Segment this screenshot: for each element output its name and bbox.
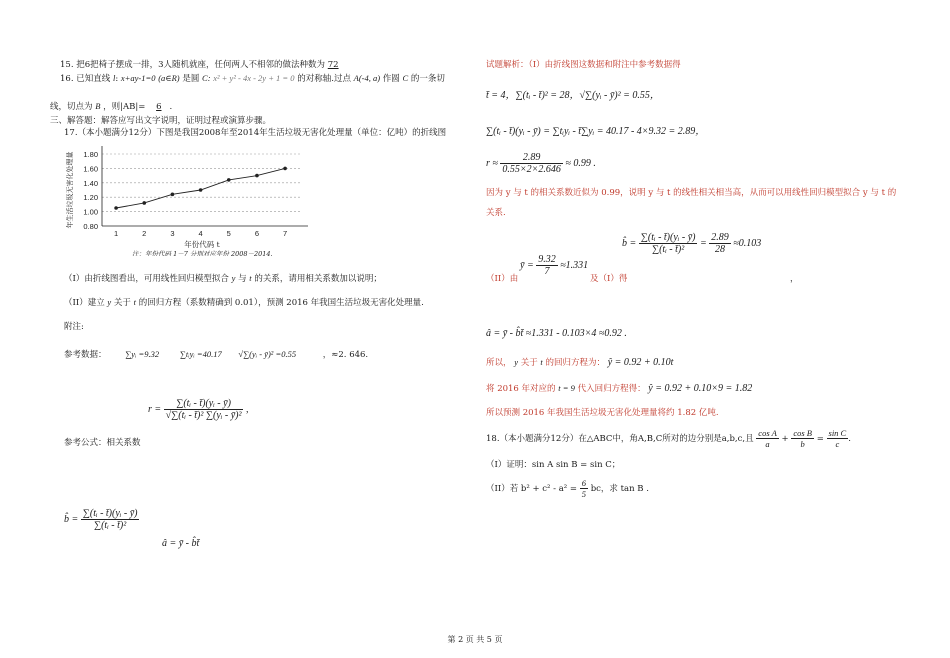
- x-tick-label: 2: [142, 229, 147, 238]
- q18-part1: （I）证明：sin A sin B = sin C；: [486, 460, 621, 470]
- y-tick-label: 1.40: [83, 178, 98, 188]
- b-formula: b̂ = $\frac{\text{∑(tᵢ - t̄)(yᵢ - ȳ)}}{\text{∑(tᵢ - t̄)²}}$: [64, 508, 138, 531]
- data-point: [199, 188, 203, 192]
- q18-part2: （II）若 b² + c² - a² = $\frac{6}{5}$ bc，求 tan B .: [486, 478, 649, 499]
- series-line: [116, 168, 285, 208]
- chart-note: 注：年份代码 1－7 分别对应年份 2008－2014.: [132, 250, 273, 256]
- q17-part2: （II）建立 y 关于 t 的回归方程（系数精确到 0.01），预测 2016 年我国生活垃圾无害化处理量.: [64, 297, 424, 308]
- data-point: [283, 167, 287, 171]
- data-point: [142, 201, 146, 205]
- q16-line2: 线，切点为 B ，则|AB|= 6 .: [50, 101, 173, 112]
- page-footer: 第 2 页 共 5 页: [447, 635, 503, 644]
- x-tick-label: 4: [198, 229, 203, 238]
- conclusion-line1: 因为 y 与 t 的相关系数近似为 0.99，说明 y 与 t 的线性相关相当高，从而可以用线性回归模型拟合 y 与 t 的: [486, 188, 897, 198]
- q15: [60, 58, 339, 70]
- section-three-heading: 三、解答题：解答应写出文字说明，证明过程或演算步骤。: [50, 116, 272, 126]
- y-tick-label: 1.60: [83, 164, 98, 174]
- r-formula: r = $\frac{\text{∑(tᵢ - t̄)(yᵢ - ȳ)}}{\text{√∑(tᵢ - t̄)² ∑(yᵢ - ȳ)²}}$ ,: [148, 398, 249, 421]
- part2-mid: 及（I）得: [590, 274, 628, 284]
- x-tick-label: 7: [283, 229, 288, 238]
- calc-line1: t̄ = 4，∑(tᵢ - t̄)² = 28，√∑(yᵢ - ȳ)² = 0.55，: [486, 90, 660, 101]
- data-point: [114, 206, 118, 210]
- y-axis-label: 年生活垃圾无害化处理量: [66, 151, 74, 229]
- x-tick-label: 6: [254, 229, 260, 238]
- y-tick-label: 1.00: [83, 207, 98, 217]
- a-formula: â = ȳ - b̂t̄: [162, 538, 200, 549]
- q15-text: 15. 把6把椅子摆成一排，3人随机就座，任何两人不相邻的做法种数为: [60, 60, 326, 70]
- q17-part1: （I）由折线图看出，可用线性回归模型拟合 y 与 t 的关系，请用相关系数加以说明；: [64, 273, 382, 284]
- part2-label: （II）由: [486, 274, 519, 284]
- reference-data: 参考数据： ∑yᵢ =9.32 ∑tᵢyᵢ =40.17 √∑(yᵢ - ȳ)² =0.55 ，≈2. 646.: [64, 349, 369, 360]
- conclusion-line2: 关系.: [486, 208, 506, 218]
- y-tick-label: 1.80: [83, 150, 98, 159]
- prediction: 所以预测 2016 年我国生活垃圾无害化处理量将约 1.82 亿吨.: [486, 408, 719, 418]
- x-tick-label: 3: [170, 229, 175, 238]
- line-chart: [62, 140, 314, 256]
- y-tick-label: 1.20: [83, 193, 98, 203]
- q16-line1: 16. 已知直线 l: x+ay-1=0 (a∈R) 是圆 C: x² + y² - 4x - 2y + 1 = 0 的对称轴.过点 A(-4, a) 作圆 C 的一条切: [60, 73, 445, 84]
- data-point: [171, 193, 175, 197]
- ybar-formula: ȳ = $\frac{9.32}{7}$ ≈1.331: [520, 254, 589, 277]
- calc-line2: ∑(tᵢ - t̄)(yᵢ - ȳ) = ∑tᵢyᵢ - t̄∑yᵢ = 40.17 - 4×9.32 = 2.89，: [486, 126, 706, 137]
- chart-svg: [62, 140, 314, 256]
- note-label: 附注:: [64, 322, 84, 332]
- q16-answer: 6: [156, 102, 162, 112]
- ref-formula-label: 参考公式：相关系数: [64, 438, 141, 448]
- y-tick-label: 0.80: [83, 222, 98, 231]
- q18-stem: 18.（本小题满分12分）在△ABC中，角A,B,C所对的边分别是a,b,c,且 $\frac{\text{cos A}}{a}$ + $\frac{\text{cos B}}{b}$ = $\frac{\text{sin C}}{c}$ .: [486, 428, 851, 449]
- analysis-title: 试题解析：（I）由折线图这数据和附注中参考数据得: [486, 60, 681, 70]
- substitution: 将 2016 年对应的 t = 9 代入回归方程得： ŷ = 0.92 + 0.10×9 = 1.82: [486, 383, 753, 394]
- bhat-comma: ，: [790, 274, 799, 284]
- regression-equation: 所以， y 关于 t 的回归方程为： ŷ = 0.92 + 0.10t: [486, 357, 674, 368]
- data-point: [227, 178, 231, 182]
- x-tick-label: 5: [226, 229, 231, 238]
- x-tick-label: 1: [113, 229, 119, 238]
- r-value: r ≈ $\frac{2.89}{0.55\times 2\times 2.646}$ ≈ 0.99 .: [486, 152, 596, 175]
- bhat-formula: b̂ = $\frac{\text{∑(tᵢ - t̄)(yᵢ - ȳ)}}{\text{∑(tᵢ - t̄)²}}$ = $\frac{2.89}{28}$ ≈0.103: [622, 232, 762, 255]
- q17-intro: 17.（本小题满分12分）下图是我国2008年至2014年生活垃圾无害化处理量（单位：亿吨）的折线图: [64, 128, 447, 138]
- ahat-formula: â = ȳ - b̂t̄ ≈1.331 - 0.103×4 ≈0.92 .: [486, 328, 627, 339]
- q15-answer: 72: [327, 60, 339, 70]
- x-axis-label: 年份代码 t: [184, 240, 220, 249]
- data-point: [255, 174, 259, 178]
